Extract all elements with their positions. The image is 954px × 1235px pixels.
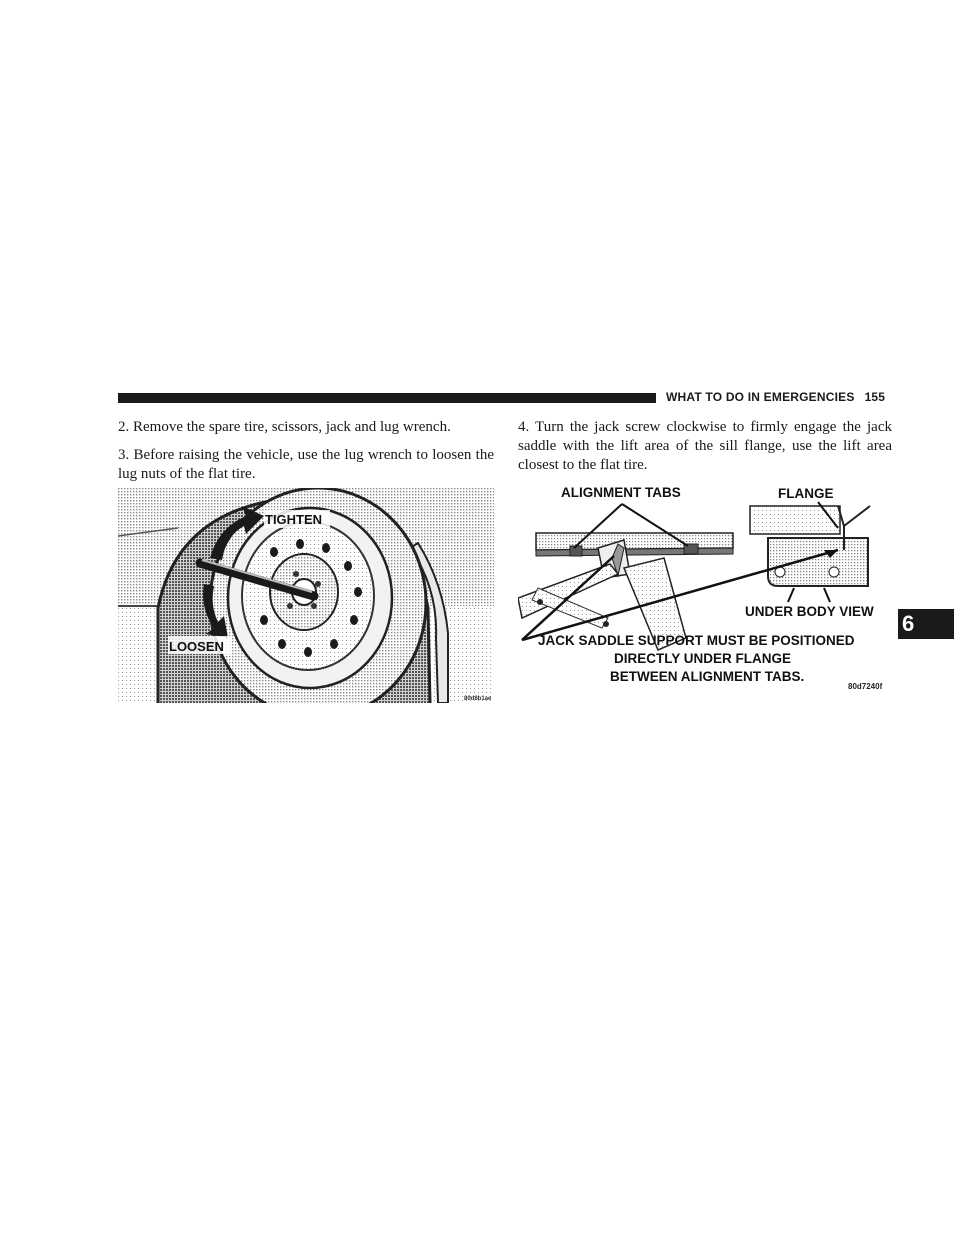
left-column (118, 418, 494, 493)
alignment-tabs-label: ALIGNMENT TABS (561, 485, 681, 500)
lug-wrench-figure (118, 488, 494, 703)
jack-position-illustration (518, 478, 892, 696)
under-body-view-label: UNDER BODY VIEW (745, 604, 874, 619)
running-header (666, 390, 885, 404)
header-rule (118, 393, 656, 403)
caption-line-2: DIRECTLY UNDER FLANGE (614, 651, 792, 666)
flange-label: FLANGE (778, 486, 834, 501)
caption-line-3: BETWEEN ALIGNMENT TABS. (610, 669, 805, 684)
jack-position-figure (518, 478, 892, 696)
step-3-paragraph: 3. Before raising the vehicle, use the lug wrench to loosen the lug nuts of the flat tire. (118, 447, 494, 482)
lug-wrench-illustration (118, 488, 494, 703)
step-2-paragraph: 2. Remove the spare tire, scissors, jack and lug wrench. (118, 419, 451, 435)
figure-code: 80d7240f (848, 682, 883, 691)
right-column (518, 418, 892, 484)
chapter-tab (898, 609, 954, 639)
figure-code: 80d8b1ae (464, 696, 492, 702)
chapter-number: 6 (902, 611, 915, 636)
caption-line-1: JACK SADDLE SUPPORT MUST BE POSITIONED (538, 633, 855, 648)
step-4-paragraph: 4. Turn the jack screw clockwise to firmly engage the jack saddle with the lift area of the sill flange, use the lift area closest to the flat tire. (518, 419, 892, 473)
section-title: WHAT TO DO IN EMERGENCIES (666, 390, 855, 404)
tighten-label: TIGHTEN (265, 512, 323, 527)
loosen-label: LOOSEN (169, 639, 224, 654)
page-number: 155 (864, 390, 886, 404)
